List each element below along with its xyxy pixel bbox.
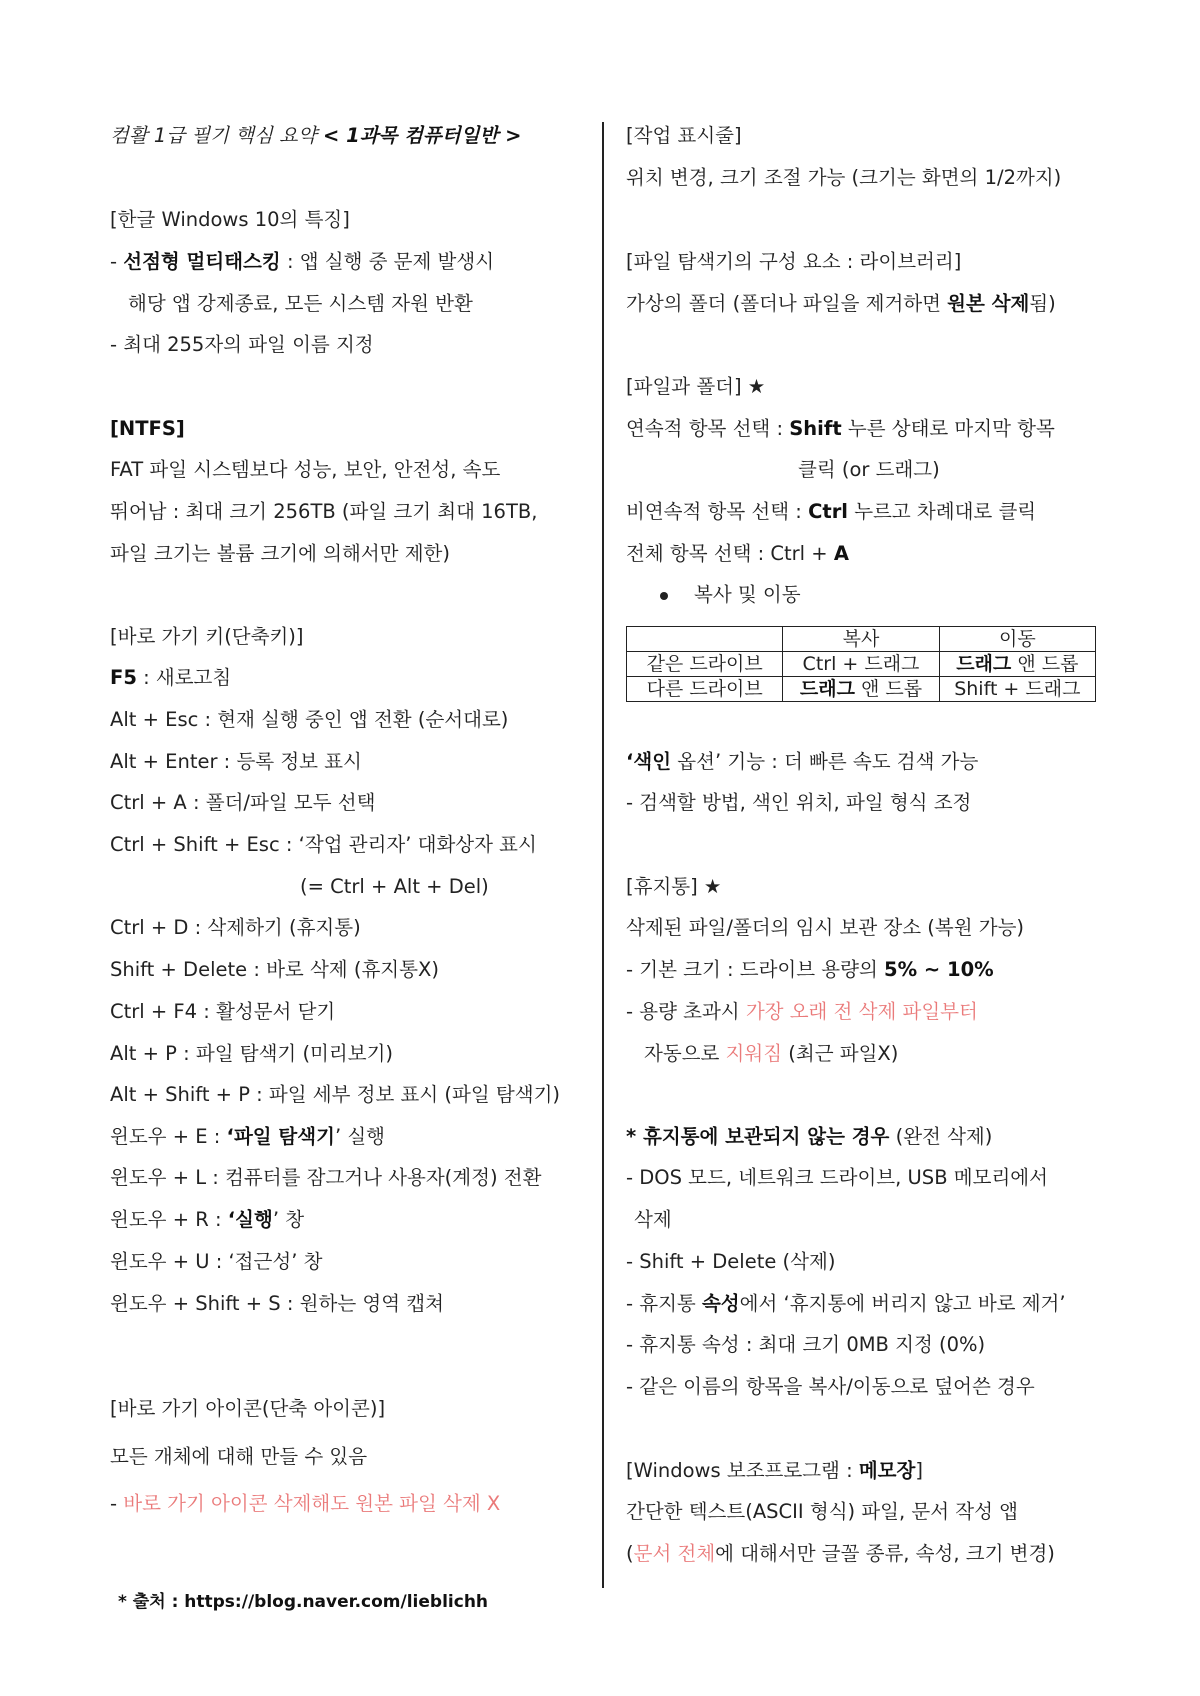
files-l3-pre: 비연속적 항목 선택 : (626, 500, 809, 523)
notstored-bold: * 휴지통에 보관되지 않는 경우 (626, 1125, 890, 1148)
erased-text: 지워짐 (725, 1042, 783, 1065)
ctrl-key: Ctrl (808, 500, 848, 523)
oldest-first: 가장 오래 전 삭제 파일부터 (745, 1000, 978, 1023)
notstored-line-1: - DOS 모드, 네트워크 드라이브, USB 메모리에서 (626, 1166, 1048, 1189)
files-l3-post: 누르고 차례대로 클릭 (848, 500, 1037, 523)
drop-text: 앤 드롭 (1011, 653, 1079, 675)
notstored-rest: (완전 삭제) (889, 1125, 993, 1148)
recycle-heading: [휴지통] ★ (626, 875, 722, 898)
files-l4-pre: 전체 항목 선택 : Ctrl + (626, 542, 834, 565)
notepad-label: 메모장 (858, 1459, 916, 1482)
copy-move-bullet (660, 581, 801, 609)
original-delete: 원본 삭제 (947, 292, 1030, 315)
win10-line-1 (110, 248, 494, 276)
recycle-line-2 (626, 956, 994, 984)
notepad-l2-post: 에 대해서만 글꼴 종류, 속성, 크기 변경) (715, 1542, 1055, 1565)
win-e-pre: 윈도우 + E : (110, 1125, 227, 1148)
file-explorer-label: ‘파일 탐색기 (226, 1125, 335, 1148)
files-heading: [파일과 폴더] ★ (626, 375, 766, 398)
ntfs-line-3: 파일 크기는 볼륨 크기에 의해서만 제한) (110, 542, 450, 565)
explorer-line-1 (626, 290, 1056, 318)
row-label: 다른 드라이브 (627, 677, 783, 702)
files-l1-pre: 연속적 항목 선택 : (626, 417, 790, 440)
shortcut-win-l: 윈도우 + L : 컴퓨터를 잠그거나 사용자(계정) 전환 (110, 1166, 542, 1189)
icon-heading: [바로 가기 아이콘(단축 아이콘)] (110, 1397, 386, 1420)
shortcuts-heading: [바로 가기 키(단축키)] (110, 625, 304, 648)
recycle-line-4 (644, 1040, 898, 1068)
page-title (110, 122, 521, 150)
run-label: ‘실행 (227, 1208, 273, 1231)
files-line-4 (626, 540, 849, 568)
win-e-post: ’ 실행 (334, 1125, 386, 1148)
notstored-l3-post: 에서 ‘휴지통에 버리지 않고 바로 제거’ (739, 1292, 1066, 1315)
copy-move-table (626, 626, 1096, 702)
shortcut-shift-delete: Shift + Delete : 바로 삭제 (휴지통X) (110, 958, 439, 981)
shortcut-win-shift-s: 윈도우 + Shift + S : 원하는 영역 캡쳐 (110, 1292, 444, 1315)
shortcut-win-u: 윈도우 + U : ‘접근성’ 창 (110, 1250, 323, 1273)
drop-text: 앤 드롭 (854, 678, 923, 700)
win-r-pre: 윈도우 + R : (110, 1208, 228, 1231)
taskbar-heading: [작업 표시줄] (626, 124, 742, 147)
explorer-post: 됨) (1029, 292, 1056, 315)
recycle-l4-pre: 자동으로 (644, 1042, 726, 1065)
source-note: * 출처 : https://blog.naver.com/lieblichh (118, 1592, 489, 1612)
shift-key: Shift (789, 417, 842, 440)
title-prefix: 컴활 1급 필기 핵심 요약 (110, 124, 317, 147)
index-line-2: - 검색할 방법, 색인 위치, 파일 형식 조정 (626, 791, 972, 814)
shortcut-f5 (110, 664, 231, 692)
notepad-line-2 (626, 1540, 1055, 1568)
row-label: 같은 드라이브 (627, 652, 783, 677)
recycle-line-3 (626, 998, 978, 1026)
notepad-heading-post: ] (915, 1459, 923, 1482)
explorer-heading: [파일 탐색기의 구성 요소 : 라이브러리] (626, 250, 962, 273)
win10-line-1-rest: : 앱 실행 중 문제 발생시 (280, 250, 495, 273)
preemptive-multitasking: 선점형 멀티태스킹 (123, 250, 281, 273)
drag-bold: 드래그 (799, 678, 855, 700)
header-move: 이동 (939, 627, 1095, 652)
shortcut-win-r (110, 1206, 304, 1234)
notstored-heading (626, 1123, 992, 1151)
notstored-line-5: - 같은 이름의 항목을 복사/이동으로 덮어쓴 경우 (626, 1375, 1035, 1398)
index-desc: 옵션’ 기능 : 더 빠른 속도 검색 가능 (671, 750, 979, 773)
notstored-line-2: - Shift + Delete (삭제) (626, 1250, 836, 1273)
drag-bold: 드래그 (956, 653, 1012, 675)
win10-line-2: 해당 앱 강제종료, 모든 시스템 자원 반환 (128, 292, 473, 315)
table-corner-cell (627, 627, 783, 652)
recycle-l3-pre: - 용량 초과시 (626, 1000, 746, 1023)
notstored-line-3 (626, 1290, 1066, 1318)
recycle-line-1: 삭제된 파일/폴더의 임시 보관 장소 (복원 가능) (626, 916, 1025, 939)
dash: - (110, 250, 124, 273)
whole-document: 문서 전체 (633, 1542, 716, 1565)
shortcut-alt-esc: Alt + Esc : 현재 실행 중인 앱 전환 (순서대로) (110, 708, 509, 731)
bullet-icon (660, 592, 668, 600)
table-header-row (627, 627, 1096, 652)
f5-desc: : 새로고침 (136, 666, 232, 689)
win-r-post: ’ 창 (272, 1208, 305, 1231)
row-move (939, 652, 1095, 677)
notepad-l2-pre: ( (626, 1542, 634, 1565)
bullet-label: 복사 및 이동 (694, 583, 801, 606)
shortcut-alt-shift-p: Alt + Shift + P : 파일 세부 정보 표시 (파일 탐색기) (110, 1083, 561, 1106)
properties-label: 속성 (701, 1292, 740, 1315)
row-copy (783, 677, 939, 702)
shortcut-alt-p: Alt + P : 파일 탐색기 (미리보기) (110, 1042, 394, 1065)
row-move: Shift + 드래그 (939, 677, 1095, 702)
notstored-line-1b: 삭제 (634, 1208, 672, 1231)
shortcut-ctrl-d: Ctrl + D : 삭제하기 (휴지통) (110, 916, 361, 939)
table-row (627, 652, 1096, 677)
files-line-1 (626, 415, 1055, 443)
shortcut-ctrl-f4: Ctrl + F4 : 활성문서 닫기 (110, 1000, 336, 1023)
win10-line-3: - 최대 255자의 파일 이름 지정 (110, 333, 374, 356)
notepad-heading-pre: [Windows 보조프로그램 : (626, 1459, 859, 1482)
column-divider (602, 122, 604, 1588)
notepad-line-1: 간단한 텍스트(ASCII 형식) 파일, 문서 작성 앱 (626, 1500, 1018, 1523)
files-line-2: 클릭 (or 드래그) (798, 458, 940, 481)
row-copy: Ctrl + 드래그 (783, 652, 939, 677)
default-size: 5% ~ 10% (884, 958, 994, 981)
index-label: ‘색인 (626, 750, 672, 773)
ntfs-line-2: 뛰어남 : 최대 크기 256TB (파일 크기 최대 16TB, (110, 500, 538, 523)
icon-line-1: 모든 개체에 대해 만들 수 있음 (110, 1445, 368, 1468)
f5-key: F5 (110, 666, 137, 689)
header-copy: 복사 (783, 627, 939, 652)
shortcut-icon-note: 바로 가기 아이콘 삭제해도 원본 파일 삭제 X (123, 1492, 501, 1515)
dash: - (110, 1492, 124, 1515)
ntfs-line-1: FAT 파일 시스템보다 성능, 보안, 안전성, 속도 (110, 458, 501, 481)
files-l1-post: 누른 상태로 마지막 항목 (841, 417, 1055, 440)
ntfs-heading: [NTFS] (110, 417, 185, 440)
table-row (627, 677, 1096, 702)
recycle-l4-post: (최근 파일X) (782, 1042, 899, 1065)
recycle-l2-pre: - 기본 크기 : 드라이브 용량의 (626, 958, 885, 981)
shortcut-win-e (110, 1123, 385, 1151)
shortcut-ctrl-alt-del: (= Ctrl + Alt + Del) (300, 875, 489, 898)
shortcut-ctrl-shift-esc: Ctrl + Shift + Esc : ‘작업 관리자’ 대화상자 표시 (110, 833, 537, 856)
notstored-line-4: - 휴지통 속성 : 최대 크기 0MB 지정 (0%) (626, 1333, 986, 1356)
notstored-l3-pre: - 휴지통 (626, 1292, 702, 1315)
files-line-3 (626, 498, 1036, 526)
taskbar-line-1: 위치 변경, 크기 조절 가능 (크기는 화면의 1/2까지) (626, 166, 1062, 189)
win10-heading: [한글 Windows 10의 특징] (110, 208, 350, 231)
notepad-heading (626, 1457, 923, 1485)
index-line-1 (626, 748, 978, 776)
title-subject: < 1과목 컴퓨터일반 > (322, 124, 522, 147)
icon-line-2 (110, 1490, 500, 1518)
shortcut-ctrl-a: Ctrl + A : 폴더/파일 모두 선택 (110, 791, 376, 814)
a-key: A (833, 542, 849, 565)
explorer-pre: 가상의 폴더 (폴더나 파일을 제거하면 (626, 292, 948, 315)
shortcut-alt-enter: Alt + Enter : 등록 정보 표시 (110, 750, 362, 773)
